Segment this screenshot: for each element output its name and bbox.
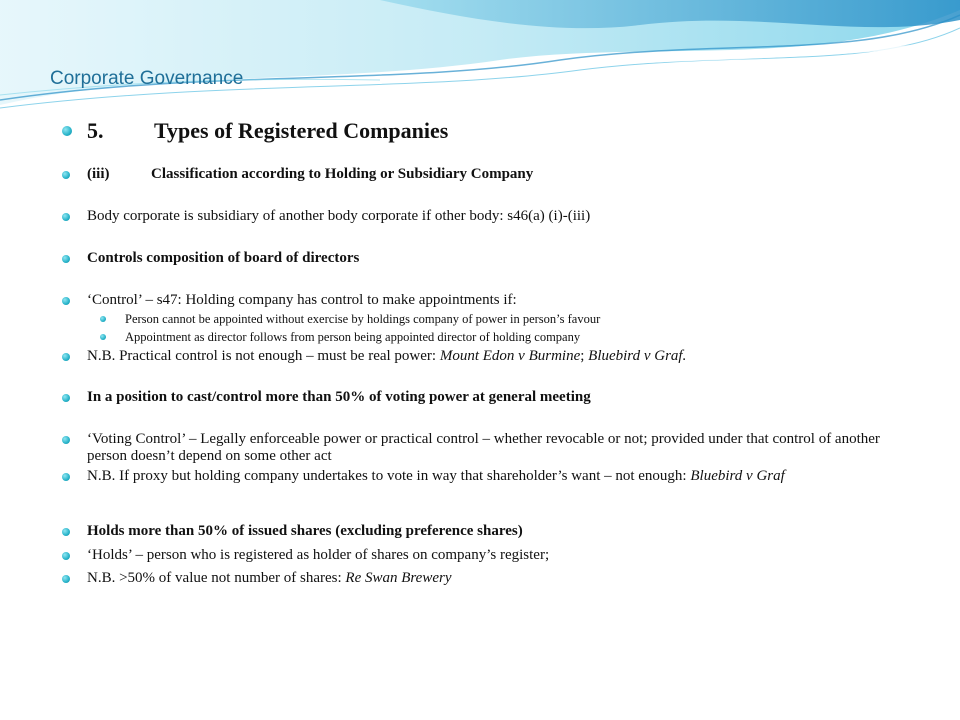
bullet-icon [62, 297, 70, 305]
heading-text [87, 118, 912, 144]
heading-title: Types of Registered Companies [154, 118, 449, 143]
sub-list-item-text: Person cannot be appointed without exercise by holdings company of power in person’s favour [125, 312, 601, 326]
bullet-icon [100, 316, 106, 322]
header-wave-decoration [0, 0, 960, 120]
list-item-text [87, 468, 912, 485]
list-item-text [87, 570, 912, 587]
slide-subtitle: Corporate Governance [50, 68, 244, 89]
bullet-icon [62, 171, 70, 179]
bullet-icon [62, 473, 70, 481]
list-item-text: ‘Voting Control’ – Legally enforceable power or practical control – whether revocable or not; provided under that control of another person doesn’t depend on some other act [87, 431, 880, 464]
sub-list-item-text: Appointment as director follows from person being appointed director of holding company [125, 330, 581, 344]
bullet-icon [62, 394, 70, 402]
heading-number: 5. [87, 118, 104, 143]
case-name: Bluebird v Graf. [588, 348, 687, 364]
list-item-text [87, 348, 912, 365]
case-name: Bluebird v Graf [690, 468, 785, 484]
list-item-text: Controls composition of board of directors [87, 250, 360, 266]
nb3-text: N.B. >50% of value not number of shares: [87, 570, 346, 586]
bullet-icon [62, 353, 70, 361]
case-name: Re Swan Brewery [345, 570, 452, 586]
case-name: Mount Edon v Burmine [439, 348, 581, 364]
nb2-text: N.B. If proxy but holding company undertakes to vote in way that shareholder’s want – not enough: [87, 468, 691, 484]
list-item-text: In a position to cast/control more than 50% of voting power at general meeting [87, 389, 591, 405]
list-item-text: ‘Control’ – s47: Holding company has control to make appointments if: [87, 292, 517, 308]
classification-number: (iii) [87, 166, 110, 182]
nb1-text: N.B. Practical control is not enough – must be real power: [87, 348, 440, 364]
classification-title: Classification according to Holding or Subsidiary Company [151, 166, 534, 182]
bullet-icon [62, 575, 70, 583]
bullet-icon [62, 552, 70, 560]
list-item-text: Body corporate is subsidiary of another body corporate if other body: s46(a) (i)-(iii) [87, 208, 591, 224]
separator: ; [580, 348, 589, 364]
bullet-icon [62, 436, 70, 444]
list-item-text: Holds more than 50% of issued shares (excluding preference shares) [87, 523, 523, 539]
bullet-icon [62, 528, 70, 536]
bullet-icon [62, 255, 70, 263]
bullet-icon [62, 126, 72, 136]
bullet-icon [100, 334, 106, 340]
list-item-text: ‘Holds’ – person who is registered as holder of shares on company’s register; [87, 547, 550, 563]
bullet-icon [62, 213, 70, 221]
classification-text [87, 166, 912, 183]
